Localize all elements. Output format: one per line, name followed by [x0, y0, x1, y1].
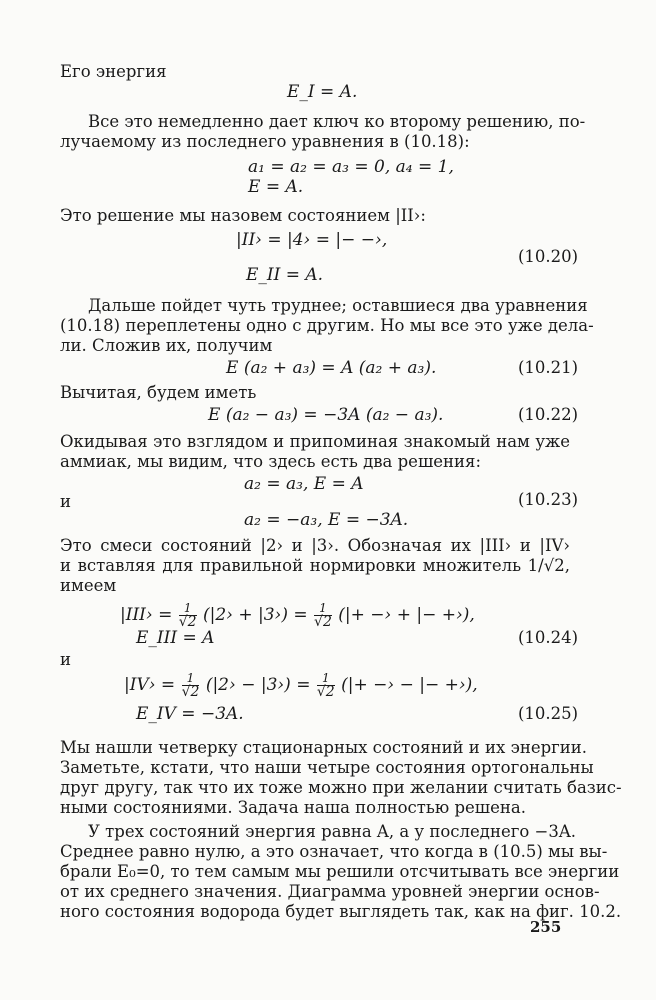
- fraction-numerator: 1: [186, 671, 195, 685]
- equation-part: (|2› + |3›) =: [202, 605, 308, 625]
- fraction-denominator: √2: [314, 614, 332, 630]
- paragraph-line: аммиак, мы видим, что здесь есть два решения:: [60, 452, 482, 471]
- paragraph-line: Мы нашли четверку стационарных состояний и их энергии.: [60, 738, 588, 757]
- paragraph-line: Это смеси состояний |2› и |3›. Обозначая их |III› и |IV›: [60, 536, 570, 555]
- equation-number: (10.25): [518, 704, 579, 723]
- paragraph-line: ного состояния водорода будет выглядеть так, как на фиг. 10.2.: [60, 902, 622, 921]
- equation-part: (|2› − |3›) =: [205, 675, 311, 695]
- paragraph-line: Заметьте, кстати, что наши четыре состояния ортогональны: [60, 758, 594, 777]
- paragraph-line: от их среднего значения. Диаграмма уровней энергии основ-: [60, 882, 600, 901]
- equation-number: (10.20): [518, 247, 579, 266]
- equation-solution-II-b: E = A.: [248, 177, 304, 197]
- fraction: [317, 672, 335, 699]
- fraction-denominator: √2: [316, 684, 335, 700]
- equation-difference: E (a₂ − a₃) = −3A (a₂ − a₃).: [208, 405, 444, 425]
- paragraph-line: имеем: [60, 576, 117, 595]
- equation-number: (10.24): [518, 628, 579, 647]
- fraction-numerator: 1: [183, 601, 192, 615]
- paragraph-line: Дальше пойдет чуть труднее; оставшиеся два уравнения: [88, 296, 588, 315]
- fraction-numerator: 1: [319, 601, 327, 615]
- fraction: [314, 602, 332, 629]
- equation-part: (|+ −› − |− +›),: [341, 675, 478, 695]
- equation-part: |IV› =: [124, 675, 176, 695]
- paragraph-line: Окидывая это взглядом и припоминая знакомый нам уже: [60, 432, 570, 451]
- equation-energy-II: E_II = A.: [246, 265, 324, 285]
- equation-solution-b: a₂ = −a₃, E = −3A.: [244, 510, 409, 530]
- equation-sum: E (a₂ + a₃) = A (a₂ + a₃).: [226, 358, 437, 378]
- paragraph-line: Среднее равно нулю, а это означает, что когда в (10.5) мы вы-: [60, 842, 608, 861]
- paragraph-line: ными состояниями. Задача наша полностью решена.: [60, 798, 526, 817]
- equation-solution-a: a₂ = a₃, E = A: [244, 474, 364, 494]
- fraction: [179, 602, 197, 629]
- equation-state-IV: [124, 668, 478, 702]
- paragraph-line: Это решение мы назовем состоянием |II›:: [60, 206, 426, 225]
- equation-part: |III› =: [120, 605, 173, 625]
- page-number: 255: [530, 918, 562, 936]
- paragraph-line: Все это немедленно дает ключ ко второму решению, по-: [88, 112, 586, 131]
- equation-energy-IV: E_IV = −3A.: [136, 704, 244, 724]
- equation-number: (10.22): [518, 405, 579, 424]
- paragraph-line: лучаемому из последнего уравнения в (10.18):: [60, 132, 470, 151]
- fraction-numerator: 1: [321, 671, 330, 685]
- fraction: [182, 672, 200, 699]
- equation-energy-III: E_III = A: [136, 628, 215, 648]
- equation-solution-II-a: a₁ = a₂ = a₃ = 0, a₄ = 1,: [248, 157, 454, 177]
- conjunction: и: [60, 650, 71, 669]
- paragraph-line: (10.18) переплетены одно с другим. Но мы все это уже дела-: [60, 316, 594, 335]
- paragraph-line: Вычитая, будем иметь: [60, 383, 257, 402]
- fraction-denominator: √2: [178, 614, 197, 630]
- paragraph-line: друг другу, так что их тоже можно при желании считать базис-: [60, 778, 622, 797]
- paragraph-line: ли. Сложив их, получим: [60, 336, 273, 355]
- equation-state-II: |II› = |4› = |− −›,: [236, 230, 388, 250]
- equation-number: (10.21): [518, 358, 579, 377]
- conjunction: и: [60, 492, 71, 511]
- paragraph-line: Его энергия: [60, 62, 167, 81]
- paragraph-line: У трех состояний энергия равна A, а у последнего −3A.: [88, 822, 577, 841]
- paragraph-line: брали E₀=0, то тем самым мы решили отсчитывать все энергии: [60, 862, 620, 881]
- equation-state-III: [120, 598, 475, 632]
- equation-part: (|+ −› + |− +›),: [338, 605, 475, 625]
- equation-energy-I: E_I = A.: [287, 82, 358, 102]
- equation-number: (10.23): [518, 490, 579, 509]
- fraction-denominator: √2: [181, 684, 200, 700]
- paragraph-line: и вставляя для правильной нормировки множитель 1/√2,: [60, 556, 570, 575]
